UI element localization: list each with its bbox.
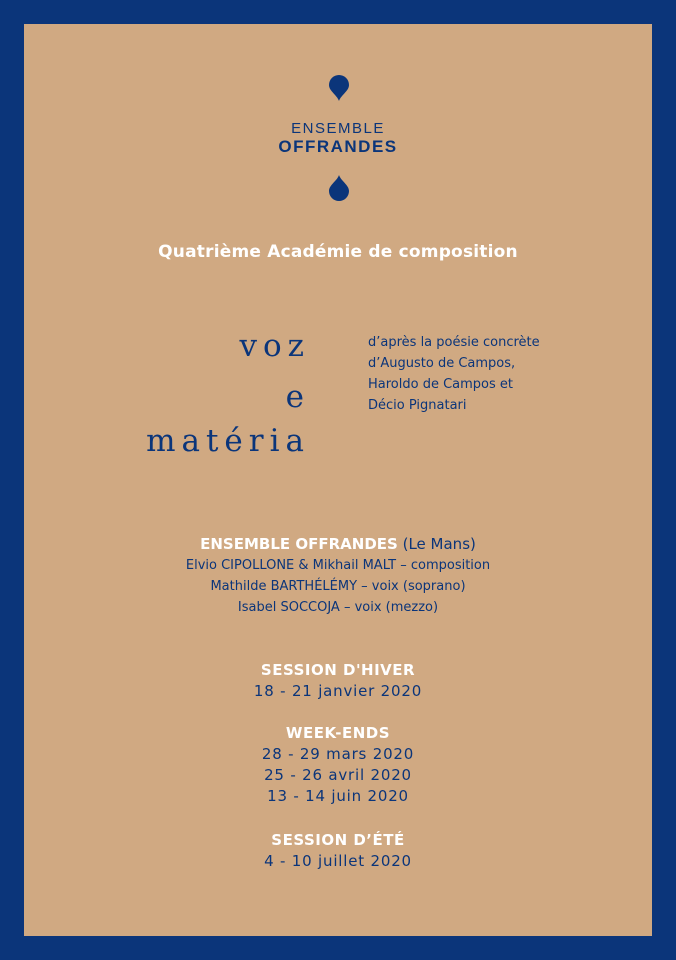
session-date: 18 - 21 janvier 2020 (253, 682, 423, 700)
ensemble-heading (24, 533, 652, 555)
title-word-voz: voz (239, 328, 310, 364)
ensemble-name: ENSEMBLE OFFRANDES (200, 535, 398, 553)
drop-icon (329, 75, 349, 101)
poem-note (368, 332, 540, 416)
title-word-materia: matéria (146, 423, 310, 459)
poem-note-line: Haroldo de Campos et (368, 377, 513, 392)
poster (24, 24, 652, 936)
poem-note-line: Décio Pignatari (368, 398, 467, 413)
subtitle: Quatrième Académie de composition (158, 242, 518, 262)
brand-line-1: ENSEMBLE (291, 120, 385, 137)
poem-note-line: d’après la poésie concrète (368, 335, 540, 350)
credit-line: Elvio CIPOLLONE & Mikhail MALT – composition (185, 558, 491, 573)
session-title: SESSION D'HIVER (260, 661, 416, 679)
credit-line: Mathilde BARTHÉLÉMY – voix (soprano) (210, 579, 466, 594)
session-title: WEEK-ENDS (285, 724, 391, 742)
title-word-e: e (285, 379, 310, 415)
session-date: 28 - 29 mars 2020 (261, 745, 415, 763)
poem-note-line: d’Augusto de Campos, (368, 356, 516, 371)
credits (24, 533, 652, 618)
drop-icon (329, 175, 349, 201)
session-title: SESSION D’ÉTÉ (271, 831, 405, 849)
session-summer (24, 830, 652, 872)
credit-line: Isabel SOCCOJA – voix (mezzo) (237, 600, 439, 615)
session-winter (24, 660, 652, 702)
session-date: 25 - 26 avril 2020 (264, 766, 412, 784)
session-date: 4 - 10 juillet 2020 (264, 852, 412, 870)
session-weekends (24, 723, 652, 807)
ensemble-location: (Le Mans) (402, 535, 476, 553)
brand-line-2: OFFRANDES (278, 137, 398, 156)
session-date: 13 - 14 juin 2020 (267, 787, 409, 805)
